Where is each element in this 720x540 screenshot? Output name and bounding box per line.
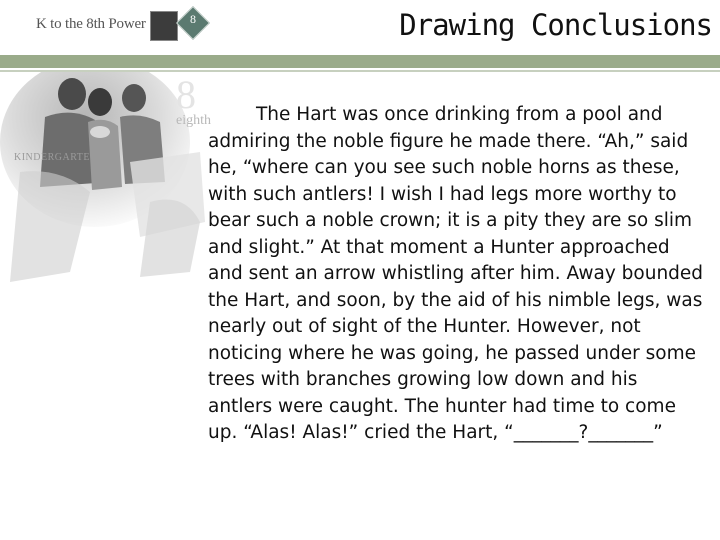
kindergarten-label: KINDERGARTEN [14,152,98,163]
logo [0,0,230,50]
logo-text: K to the 8th Power [36,16,146,32]
logo-badge: 8 [190,12,196,26]
header-rule [0,55,720,68]
eighth-label: eighth [176,113,211,128]
passage-text: The Hart was once drinking from a pool and admiring the noble figure he made there. “Ah,” said he, “where can you see such noble horns as these, with such antlers! I wish I had legs more worthy to bear such a noble crown; it is a pity they are so slim and slight.” At that moment a Hunter approached and sent an arrow whistling after him. Away bounded the Hart, and soon, by the aid of his nimble legs, was nearly out of sight of the Hunter. However, not noticing where he was going, he passed under some trees with branches growing low down and his antlers were caught. The hunter had time to come up. “Alas! Alas!” cried the Hart, “_______?_______” [208,104,704,443]
page-title: Drawing Conclusions [399,8,712,42]
svg-text:8: 8 [176,72,196,117]
logo-square-icon [150,11,178,41]
children-photo [0,72,220,292]
